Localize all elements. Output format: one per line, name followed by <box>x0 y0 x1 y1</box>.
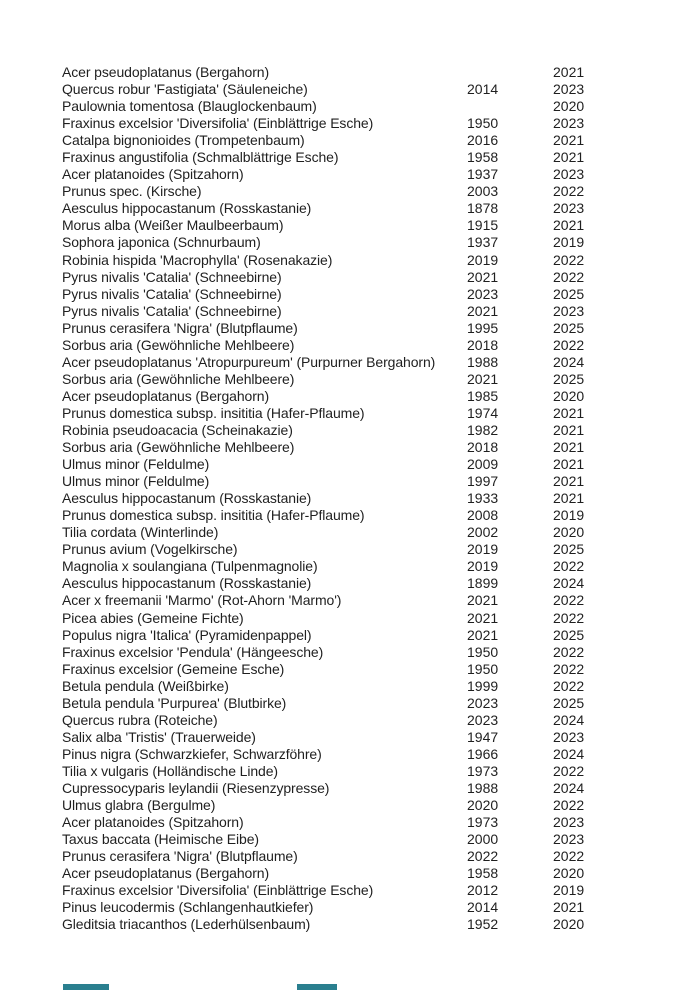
year-column-1-value: 1915 <box>467 217 499 234</box>
species-name: Prunus avium (Vogelkirsche) <box>62 541 238 558</box>
year-column-2-value: 2022 <box>553 251 585 268</box>
year-column-2-value: 2021 <box>553 456 585 473</box>
species-name: Acer pseudoplatanus (Bergahorn) <box>62 64 270 80</box>
year-column-1-value: 2021 <box>467 302 499 319</box>
year-column-1-value: 1958 <box>467 865 499 882</box>
species-name: Betula pendula 'Purpurea' (Blutbirke) <box>62 694 287 711</box>
species-name: Sorbus aria (Gewöhnliche Mehlbeere) <box>62 370 295 387</box>
year-column-1-value: 2021 <box>467 592 499 609</box>
year-column-1-value: 1982 <box>467 421 499 438</box>
year-column-1-value: 1878 <box>467 200 499 217</box>
year-column-2-value: 2021 <box>553 132 585 149</box>
table-row <box>62 831 700 848</box>
year-column-1-value: 1973 <box>467 814 499 831</box>
tree-list <box>62 64 700 933</box>
species-name: Pinus nigra (Schwarzkiefer, Schwarzföhre) <box>62 745 322 762</box>
year-column-2-value: 2022 <box>553 558 585 575</box>
year-column-1-value: 1937 <box>467 234 499 251</box>
year-column-1-value: 2008 <box>467 507 499 524</box>
species-name: Sophora japonica (Schnurbaum) <box>62 234 261 251</box>
table-row <box>62 200 700 217</box>
species-name: Catalpa bignonioides (Trompetenbaum) <box>62 132 305 149</box>
year-column-2-value: 2025 <box>553 285 585 302</box>
species-name: Prunus spec. (Kirsche) <box>62 183 202 200</box>
year-column-2-value: 2022 <box>553 183 585 200</box>
table-row <box>62 64 700 81</box>
species-name: Ulmus minor (Feldulme) <box>62 473 210 490</box>
table-row <box>62 558 700 575</box>
table-row <box>62 712 700 729</box>
table-row <box>62 678 700 695</box>
year-column-2-value: 2023 <box>553 814 585 831</box>
year-column-2-value: 2022 <box>553 797 585 814</box>
table-row <box>62 627 700 644</box>
year-column-2-value: 2022 <box>553 677 585 694</box>
species-name: Ulmus minor (Feldulme) <box>62 456 210 473</box>
year-column-2-value: 2021 <box>553 473 585 490</box>
table-row <box>62 814 700 831</box>
year-column-2-value: 2020 <box>553 387 585 404</box>
species-name: Ulmus glabra (Bergulme) <box>62 797 216 814</box>
year-column-2-value: 2023 <box>553 166 585 183</box>
table-row <box>62 166 700 183</box>
year-column-2-value: 2020 <box>553 98 585 115</box>
year-column-2-value: 2021 <box>553 149 585 166</box>
table-row <box>62 388 700 405</box>
species-name: Taxus baccata (Heimische Eibe) <box>62 831 259 848</box>
species-name: Prunus domestica subsp. insititia (Hafer-Pflaume) <box>62 507 365 524</box>
year-column-2-value: 2023 <box>553 81 585 98</box>
year-column-2-value: 2024 <box>553 745 585 762</box>
year-column-1-value: 2020 <box>467 797 499 814</box>
table-row <box>62 439 700 456</box>
species-name: Sorbus aria (Gewöhnliche Mehlbeere) <box>62 439 295 456</box>
species-name: Robinia hispida 'Macrophylla' (Rosenakazie) <box>62 251 333 268</box>
year-column-1-value: 1933 <box>467 490 499 507</box>
year-column-2-value: 2025 <box>553 319 585 336</box>
table-row <box>62 695 700 712</box>
table-row <box>62 848 700 865</box>
year-column-1-value: 1947 <box>467 728 499 745</box>
species-name: Pyrus nivalis 'Catalia' (Schneebirne) <box>62 302 282 319</box>
table-row <box>62 541 700 558</box>
year-column-1-value: 2009 <box>467 456 499 473</box>
year-column-1-value: 2014 <box>467 899 499 916</box>
year-column-2-value: 2023 <box>553 831 585 848</box>
year-column-1-value: 2003 <box>467 183 499 200</box>
table-row <box>62 729 700 746</box>
year-column-1-value: 2019 <box>467 251 499 268</box>
table-row <box>62 217 700 234</box>
year-column-1-value: 2021 <box>467 609 499 626</box>
table-row <box>62 371 700 388</box>
year-column-2-value: 2025 <box>553 694 585 711</box>
table-row <box>62 899 700 916</box>
species-name: Acer pseudoplatanus (Bergahorn) <box>62 865 270 882</box>
year-column-1-value: 2014 <box>467 81 499 98</box>
year-column-2-value: 2019 <box>553 507 585 524</box>
species-name: Acer platanoides (Spitzahorn) <box>62 814 244 831</box>
year-column-2-value: 2024 <box>553 575 585 592</box>
table-row <box>62 746 700 763</box>
species-name: Quercus robur 'Fastigiata' (Säuleneiche) <box>62 81 308 98</box>
species-name: Acer x freemanii 'Marmo' (Rot-Ahorn 'Marmo') <box>62 592 342 609</box>
year-column-1-value: 2019 <box>467 558 499 575</box>
year-column-1-value: 1997 <box>467 473 499 490</box>
year-column-2-value: 2020 <box>553 524 585 541</box>
table-row <box>62 149 700 166</box>
year-column-2-value: 2025 <box>553 541 585 558</box>
species-name: Morus alba (Weißer Maulbeerbaum) <box>62 217 284 234</box>
year-column-1-value: 2023 <box>467 694 499 711</box>
species-name: Robinia pseudoacacia (Scheinakazie) <box>62 421 293 438</box>
species-name: Prunus domestica subsp. insititia (Hafer-Pflaume) <box>62 404 365 421</box>
species-name: Tilia x vulgaris (Holländische Linde) <box>62 762 278 779</box>
year-column-1-value: 1999 <box>467 677 499 694</box>
species-name: Picea abies (Gemeine Fichte) <box>62 609 244 626</box>
year-column-1-value: 1988 <box>467 353 499 370</box>
table-row <box>62 780 700 797</box>
year-column-1-value: 2000 <box>467 831 499 848</box>
year-column-2-value: 2024 <box>553 779 585 796</box>
year-column-1-value: 1995 <box>467 319 499 336</box>
species-name: Fraxinus excelsior 'Diversifolia' (Einblättrige Esche) <box>62 882 374 899</box>
species-name: Prunus cerasifera 'Nigra' (Blutpflaume) <box>62 319 298 336</box>
species-name: Acer pseudoplatanus 'Atropurpureum' (Purpurner Bergahorn) <box>62 353 436 370</box>
table-row <box>62 473 700 490</box>
year-column-2-value: 2021 <box>553 217 585 234</box>
year-column-2-value: 2022 <box>553 762 585 779</box>
species-name: Prunus cerasifera 'Nigra' (Blutpflaume) <box>62 848 298 865</box>
year-column-2-value: 2021 <box>553 404 585 421</box>
year-column-2-value: 2022 <box>553 660 585 677</box>
year-column-1-value: 1937 <box>467 166 499 183</box>
table-row <box>62 405 700 422</box>
year-column-2-value: 2022 <box>553 848 585 865</box>
year-column-1-value: 1966 <box>467 745 499 762</box>
year-column-2-value: 2021 <box>553 490 585 507</box>
table-row <box>62 797 700 814</box>
species-name: Acer pseudoplatanus (Bergahorn) <box>62 387 270 404</box>
year-column-2-value: 2019 <box>553 882 585 899</box>
table-row <box>62 320 700 337</box>
year-column-1-value: 2023 <box>467 285 499 302</box>
species-name: Pyrus nivalis 'Catalia' (Schneebirne) <box>62 285 282 302</box>
table-row <box>62 303 700 320</box>
species-name: Pyrus nivalis 'Catalia' (Schneebirne) <box>62 268 282 285</box>
species-name: Tilia cordata (Winterlinde) <box>62 524 219 541</box>
table-row <box>62 763 700 780</box>
species-name: Sorbus aria (Gewöhnliche Mehlbeere) <box>62 336 295 353</box>
species-name: Aesculus hippocastanum (Rosskastanie) <box>62 490 312 507</box>
table-row <box>62 524 700 541</box>
year-column-1-value: 1950 <box>467 643 499 660</box>
table-row <box>62 575 700 592</box>
table-row <box>62 337 700 354</box>
table-row <box>62 269 700 286</box>
year-column-1-value: 2022 <box>467 848 499 865</box>
species-name: Fraxinus excelsior 'Pendula' (Hängeesche) <box>62 643 324 660</box>
table-row <box>62 115 700 132</box>
year-column-1-value: 2023 <box>467 711 499 728</box>
table-row <box>62 234 700 251</box>
year-column-2-value: 2021 <box>553 439 585 456</box>
year-column-2-value: 2021 <box>553 64 585 80</box>
species-name: Aesculus hippocastanum (Rosskastanie) <box>62 200 312 217</box>
year-column-1-value: 1899 <box>467 575 499 592</box>
year-column-1-value: 1974 <box>467 404 499 421</box>
year-column-2-value: 2025 <box>553 370 585 387</box>
species-name: Gleditsia triacanthos (Lederhülsenbaum) <box>62 916 311 933</box>
year-column-2-value: 2021 <box>553 421 585 438</box>
year-column-1-value: 1973 <box>467 762 499 779</box>
species-name: Acer platanoides (Spitzahorn) <box>62 166 244 183</box>
table-row <box>62 132 700 149</box>
table-row <box>62 456 700 473</box>
year-column-1-value: 2016 <box>467 132 499 149</box>
year-column-1-value: 1988 <box>467 779 499 796</box>
species-name: Fraxinus angustifolia (Schmalblättrige Esche) <box>62 149 339 166</box>
year-column-1-value: 1985 <box>467 387 499 404</box>
year-column-1-value: 2021 <box>467 370 499 387</box>
species-name: Fraxinus excelsior 'Diversifolia' (Einblättrige Esche) <box>62 115 374 132</box>
year-column-2-value: 2023 <box>553 728 585 745</box>
year-column-2-value: 2020 <box>553 916 585 933</box>
species-name: Magnolia x soulangiana (Tulpenmagnolie) <box>62 558 318 575</box>
year-column-2-value: 2023 <box>553 115 585 132</box>
table-row <box>62 592 700 609</box>
year-column-1-value: 1950 <box>467 660 499 677</box>
year-column-2-value: 2020 <box>553 865 585 882</box>
year-column-2-value: 2023 <box>553 302 585 319</box>
species-name: Salix alba 'Tristis' (Trauerweide) <box>62 728 256 745</box>
table-row <box>62 252 700 269</box>
year-column-1-value: 1958 <box>467 149 499 166</box>
year-column-2-value: 2019 <box>553 234 585 251</box>
year-column-1-value: 2018 <box>467 439 499 456</box>
table-row <box>62 644 700 661</box>
year-column-2-value: 2022 <box>553 592 585 609</box>
year-column-2-value: 2024 <box>553 711 585 728</box>
table-row <box>62 183 700 200</box>
table-row <box>62 882 700 899</box>
year-column-1-value: 1952 <box>467 916 499 933</box>
table-row <box>62 81 700 98</box>
species-name: Quercus rubra (Roteiche) <box>62 711 218 728</box>
table-row <box>62 865 700 882</box>
year-column-2-value: 2022 <box>553 336 585 353</box>
year-column-2-value: 2022 <box>553 268 585 285</box>
clipped-content-mark-right <box>297 984 337 990</box>
species-name: Pinus leucodermis (Schlangenhautkiefer) <box>62 899 314 916</box>
table-row <box>62 98 700 115</box>
species-name: Populus nigra 'Italica' (Pyramidenpappel) <box>62 626 312 643</box>
species-name: Fraxinus excelsior (Gemeine Esche) <box>62 660 285 677</box>
year-column-2-value: 2024 <box>553 353 585 370</box>
year-column-2-value: 2022 <box>553 643 585 660</box>
table-row <box>62 661 700 678</box>
table-row <box>62 916 700 933</box>
species-name: Cupressocyparis leylandii (Riesenzypresse) <box>62 779 330 796</box>
table-row <box>62 507 700 524</box>
table-row <box>62 610 700 627</box>
table-row <box>62 422 700 439</box>
year-column-1-value: 2002 <box>467 524 499 541</box>
table-row <box>62 354 700 371</box>
clipped-content-mark-left <box>63 984 109 990</box>
year-column-2-value: 2025 <box>553 626 585 643</box>
table-row <box>62 286 700 303</box>
year-column-2-value: 2022 <box>553 609 585 626</box>
year-column-2-value: 2021 <box>553 899 585 916</box>
year-column-1-value: 2012 <box>467 882 499 899</box>
year-column-1-value: 2019 <box>467 541 499 558</box>
year-column-1-value: 1950 <box>467 115 499 132</box>
year-column-1-value: 2018 <box>467 336 499 353</box>
year-column-2-value: 2023 <box>553 200 585 217</box>
species-name: Betula pendula (Weißbirke) <box>62 677 229 694</box>
table-row <box>62 490 700 507</box>
species-name: Paulownia tomentosa (Blauglockenbaum) <box>62 98 317 115</box>
year-column-1-value: 2021 <box>467 268 499 285</box>
species-name: Aesculus hippocastanum (Rosskastanie) <box>62 575 312 592</box>
year-column-1-value: 2021 <box>467 626 499 643</box>
